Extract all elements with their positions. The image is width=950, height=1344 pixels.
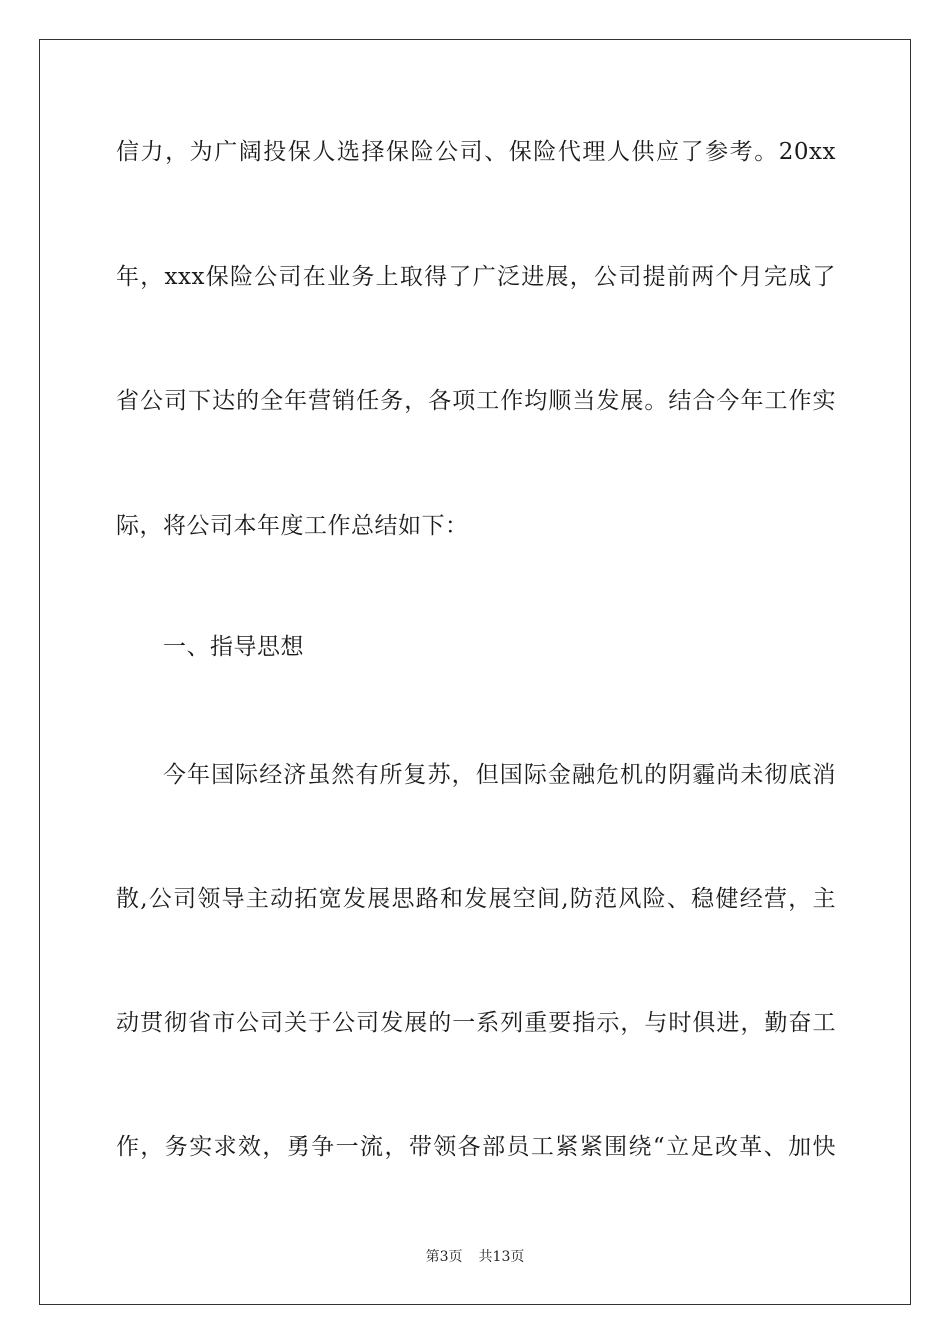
text-line-4: 际，将公司本年度工作总结如下： bbox=[116, 513, 469, 539]
text-line-3: 省公司下达的全年营销任务，各项工作均顺当发展。结合今年工作实 bbox=[116, 388, 836, 414]
text-line-9: 作，务实求效，勇争一流，带领各部员工紧紧围绕“立足改革、加快 bbox=[116, 1134, 836, 1160]
page-number-current: 第3页 bbox=[425, 1249, 463, 1265]
text-line-7: 散,公司领导主动拓宽发展思路和发展空间,防范风险、稳健经营，主 bbox=[116, 886, 836, 912]
text-line-2: 年，xxx保险公司在业务上取得了广泛进展，公司提前两个月完成了 bbox=[116, 264, 836, 290]
text-line-8: 动贯彻省市公司关于公司发展的一系列重要指示，与时俱进，勤奋工 bbox=[116, 1010, 836, 1036]
page-footer bbox=[0, 1248, 950, 1266]
section-heading: 一、指导思想 bbox=[163, 634, 304, 660]
text-line-6: 今年国际经济虽然有所复苏，但国际金融危机的阴霾尚未彻底消 bbox=[163, 762, 836, 788]
text-line-1: 信力，为广阔投保人选择保险公司、保险代理人供应了参考。20xx bbox=[116, 139, 836, 165]
page-border bbox=[39, 39, 911, 1305]
page-number-total: 共13页 bbox=[478, 1249, 525, 1265]
